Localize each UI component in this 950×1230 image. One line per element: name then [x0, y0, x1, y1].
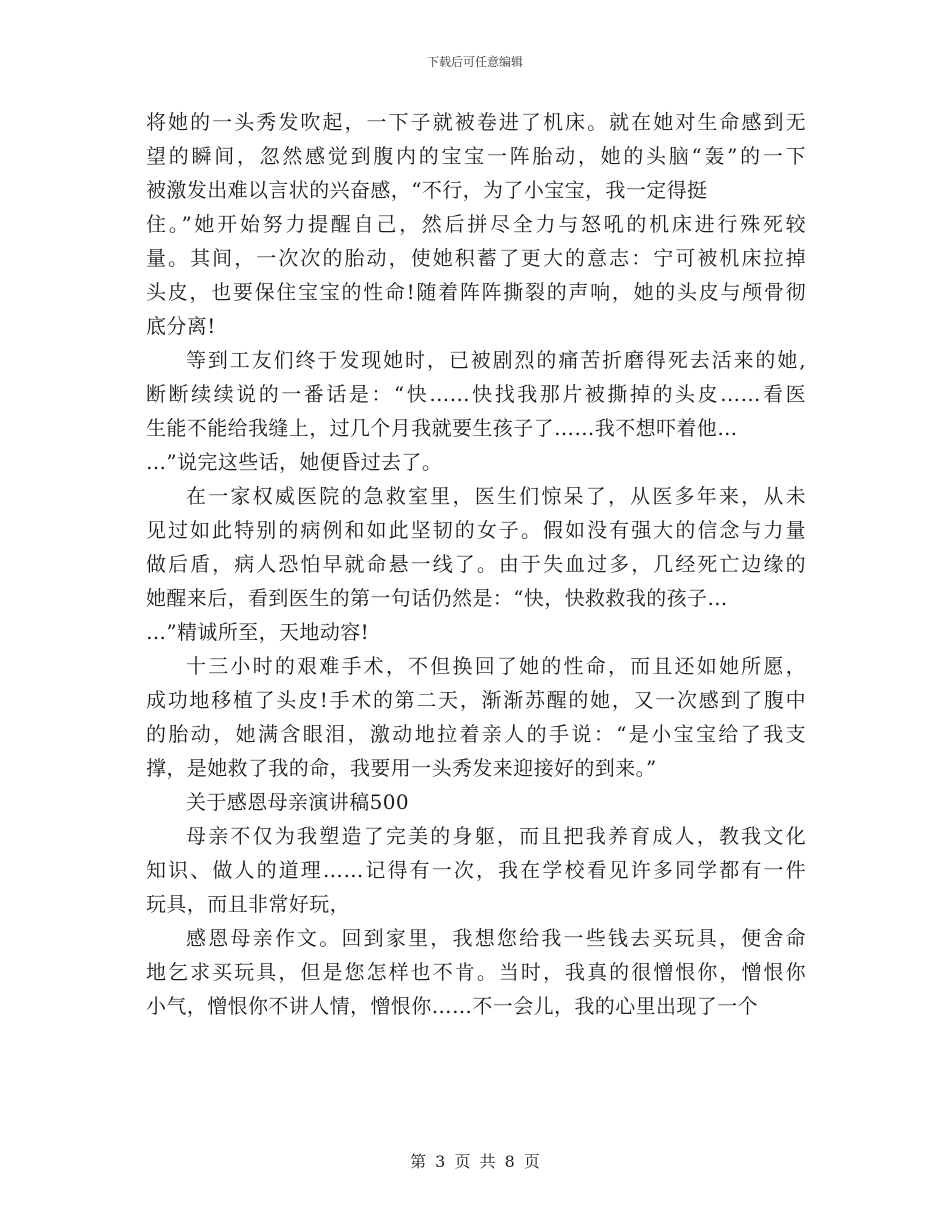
text-line: 做后盾，病人恐怕早就命悬一线了。由于失血过多，几经死亡边缘的 [146, 552, 806, 576]
text-line: 地乞求买玩具，但是您怎样也不肯。当时，我真的很憎恨你，憎恨你 [146, 960, 806, 984]
text-line: 见过如此特别的病例和如此坚韧的女子。假如没有强大的信念与力量 [146, 518, 806, 542]
paragraph-first-line: 在一家权威医院的急救室里，医生们惊呆了，从医多年来，从未 [186, 484, 806, 508]
document-body [146, 105, 806, 1023]
page-number: 第 3 页 共 8 页 [410, 1152, 540, 1171]
text-line: 住。”她开始努力提醒自己，然后拼尽全力与怒吼的机床进行殊死较 [146, 212, 806, 236]
text-line: 量。其间，一次次的胎动，使她积蓄了更大的意志：宁可被机床拉掉 [146, 246, 806, 270]
paragraph-first-line: 十三小时的艰难手术，不但换回了她的性命，而且还如她所愿， [186, 654, 806, 678]
section-heading: 关于感恩母亲演讲稿500 [186, 790, 409, 814]
text-line: …”说完这些话，她便昏过去了。 [146, 450, 443, 474]
text-line: 玩具，而且非常好玩， [146, 892, 350, 916]
text-line: 头皮，也要保住宝宝的性命!随着阵阵撕裂的声响，她的头皮与颅骨彻 [146, 280, 806, 304]
text-line: 小气，憎恨你不讲人情，憎恨你……不一会儿，我的心里出现了一个 [146, 994, 758, 1018]
paragraph-first-line: 感恩母亲作文。回到家里，我想您给我一些钱去买玩具，便舍命 [186, 926, 806, 950]
text-line: 望的瞬间，忽然感觉到腹内的宝宝一阵胎动，她的头脑“轰”的一下 [146, 144, 806, 168]
text-line: 生能不能给我缝上，过几个月我就要生孩子了……我不想吓着他… [146, 416, 738, 440]
text-line: 知识、做人的道理……记得有一次，我在学校看见许多同学都有一件 [146, 858, 806, 882]
text-line: 将她的一头秀发吹起，一下子就被卷进了机床。就在她对生命感到无 [146, 110, 806, 134]
text-line: …”精诚所至，天地动容! [146, 620, 370, 644]
text-line: 成功地移植了头皮!手术的第二天，渐渐苏醒的她，又一次感到了腹中 [146, 688, 806, 712]
text-line: 断断续续说的一番话是：“快……快找我那片被撕掉的头皮……看医 [146, 382, 806, 406]
text-line: 她醒来后，看到医生的第一句话仍然是：“快，快救救我的孩子… [146, 586, 728, 610]
page-header: 下载后可任意编辑 [426, 55, 523, 69]
text-line: 被激发出难以言状的兴奋感，“不行，为了小宝宝，我一定得挺 [146, 178, 708, 202]
paragraph-first-line: 母亲不仅为我塑造了完美的身躯，而且把我养育成人，教我文化 [186, 824, 806, 848]
text-line: 撑，是她救了我的命，我要用一头秀发来迎接好的到来。” [146, 756, 657, 780]
paragraph-first-line: 等到工友们终于发现她时，已被剧烈的痛苦折磨得死去活来的她, [186, 348, 806, 372]
text-line: 底分离! [146, 314, 216, 338]
text-line: 的胎动，她满含眼泪，激动地拉着亲人的手说：“是小宝宝给了我支 [146, 722, 806, 746]
